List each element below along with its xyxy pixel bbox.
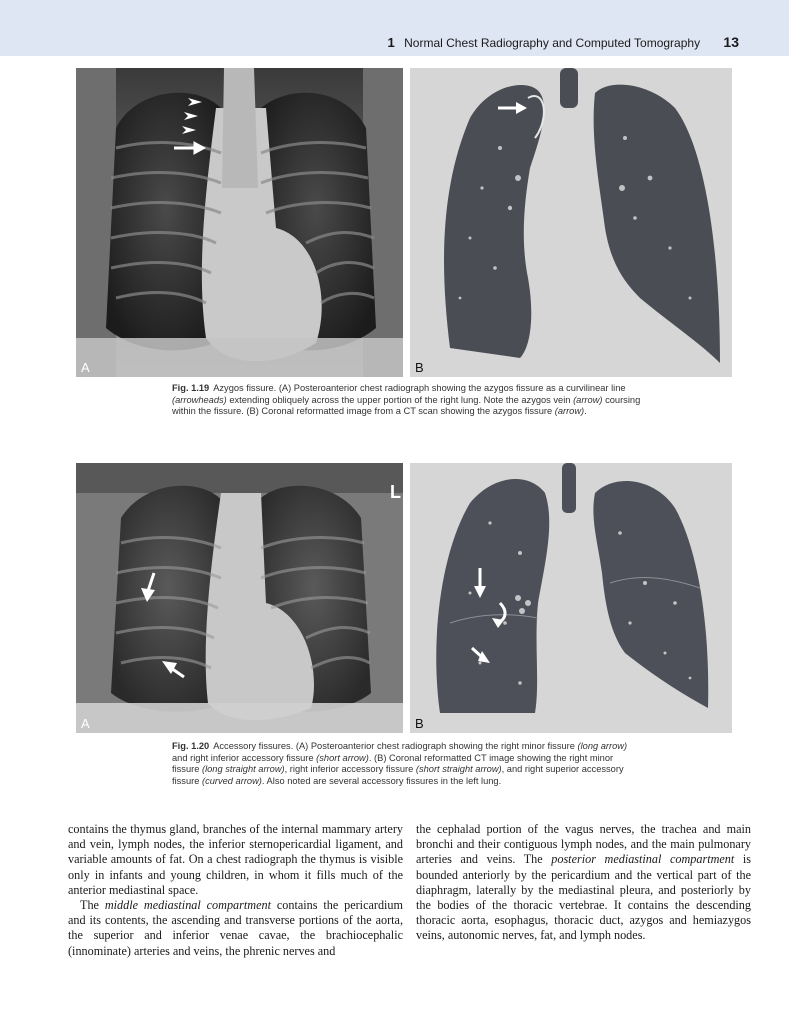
- figure-1-19-caption: [172, 383, 642, 418]
- figure-1-19-panel-b: [410, 68, 732, 377]
- figure-1-20-panel-b: [410, 463, 732, 733]
- caption-text: , and right superior accessory fissure: [172, 764, 624, 786]
- body-column-right: [416, 822, 751, 944]
- caption-text: Azygos fissure. (A) Posteroanterior chest radiograph showing the azygos fissure as a curvilinear line: [213, 383, 626, 393]
- laterality-marker: L: [390, 482, 401, 502]
- caption-emphasis: (short arrow): [316, 752, 369, 763]
- figure-1-20-panel-a: [76, 463, 403, 733]
- term-emphasis: posterior mediastinal compartment: [551, 852, 735, 867]
- caption-emphasis: (curved arrow): [201, 775, 262, 786]
- page-header: [0, 0, 789, 56]
- caption-text: . (B) Coronal reformatted CT image showing the right minor fissure: [172, 752, 614, 775]
- figure-1-20-caption: [172, 741, 642, 787]
- xray-image: [76, 68, 403, 377]
- caption-text: extending obliquely across the upper portion of the right lung. Note the azygos vein: [226, 394, 574, 405]
- page-number: 13: [723, 34, 739, 50]
- caption-text: , right inferior accessory fissure: [284, 764, 416, 775]
- caption-text: Accessory fissures. (A) Posteroanterior chest radiograph showing the right minor fissure: [213, 741, 578, 751]
- figure-number: Fig. 1.20: [172, 741, 210, 751]
- running-head: [388, 34, 739, 50]
- paragraph-text: the cephalad portion of the vagus nerves, the trachea and main bronchi and their contiguous lymph nodes, and the main pulmonary arteries and veins. The: [416, 822, 751, 867]
- caption-emphasis: (arrowheads): [172, 394, 227, 405]
- panel-label: B: [415, 360, 424, 375]
- figure-1-19-panel-a: [76, 68, 403, 377]
- ct-image: [410, 68, 732, 377]
- panel-label: A: [81, 360, 90, 375]
- chapter-number: 1: [387, 35, 395, 50]
- panel-label: A: [81, 716, 90, 731]
- paragraph: [416, 822, 751, 944]
- caption-emphasis: (short straight arrow): [415, 764, 502, 775]
- caption-emphasis: (arrow): [554, 406, 585, 417]
- chapter-title: Normal Chest Radiography and Computed Tomography: [404, 36, 701, 50]
- paragraph: [68, 898, 403, 959]
- ct-image: [410, 463, 732, 733]
- panel-label: B: [415, 716, 424, 731]
- figure-number: Fig. 1.19: [172, 383, 210, 393]
- paragraph-text: is bounded anteriorly by the pericardium and the vertical part of the diaphragm, laterally by the mediastinal pleura, and posteriorly by the bodies of the thoracic vertebrae. It contains the descending thoracic aorta, esophagus, thoracic duct, azygos and hemiazygos veins, autonomic nerves, fat, and lymph nodes.: [416, 852, 751, 943]
- caption-emphasis: (long straight arrow): [201, 764, 285, 775]
- xray-image: [76, 463, 403, 733]
- paragraph-text: contains the pericardium and its contents, the ascending and transverse portions of the aorta, the superior and inferior venae cavae, the brachiocephalic (innominate) arteries and veins, the phrenic nerves and: [68, 898, 403, 958]
- term-emphasis: middle mediastinal compartment: [104, 898, 271, 913]
- paragraph: contains the thymus gland, branches of the internal mammary artery and vein, lymph nodes, the inferior sternopericardial ligament, and variable amounts of fat. On a chest radiograph the thymus is visible only in infants and young children, in whom it fills much of the anterior mediastinal space.: [68, 822, 403, 897]
- body-column-left: [68, 822, 403, 959]
- caption-emphasis: (long arrow): [577, 741, 628, 751]
- caption-text: .: [584, 406, 587, 417]
- paragraph-text: The: [80, 898, 105, 913]
- caption-text: coursing within the fissure. (B) Coronal reformatted image from a CT scan showing the azygos fissure: [172, 394, 641, 417]
- caption-emphasis: (arrow): [573, 394, 603, 405]
- caption-text: and right inferior accessory fissure: [172, 752, 317, 763]
- caption-text: . Also noted are several accessory fissures in the left lung.: [261, 775, 502, 786]
